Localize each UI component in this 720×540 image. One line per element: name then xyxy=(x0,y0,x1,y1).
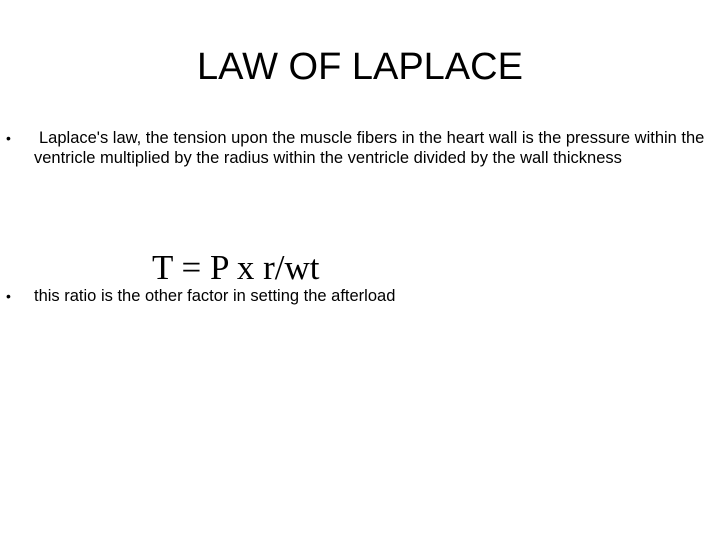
formula: T = P x r/wt xyxy=(152,248,320,287)
bullet-text: Laplace's law, the tension upon the muscle fibers in the heart wall is the pressure within the ventricle multiplied by the radius within the ventricle divided by the wall thickness xyxy=(34,129,705,167)
bullet-marker: • xyxy=(6,288,11,304)
bullet-text: this ratio is the other factor in setting the afterload xyxy=(34,287,396,305)
slide-title: LAW OF LAPLACE xyxy=(197,46,523,88)
bullet-marker: • xyxy=(6,130,11,146)
